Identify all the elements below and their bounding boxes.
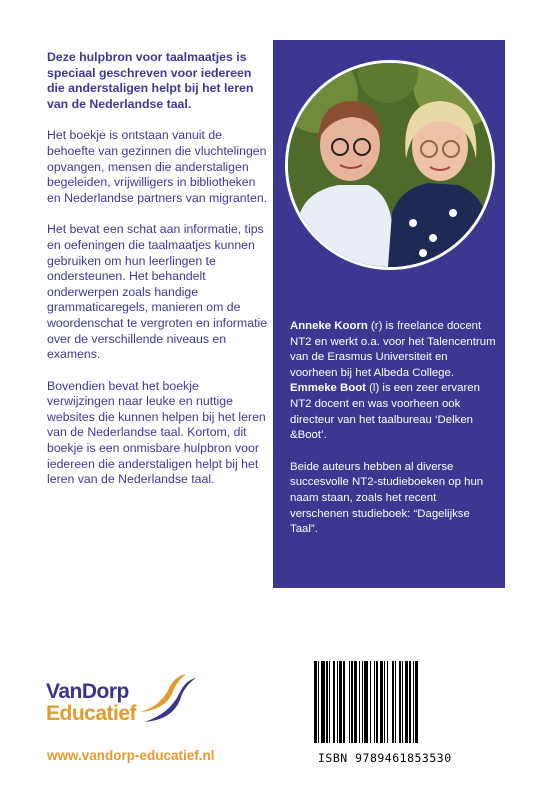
author2-name: Emmeke Boot (290, 382, 366, 395)
publisher-url[interactable]: www.vandorp-educatief.nl (47, 748, 215, 763)
barcode-bars-icon (308, 657, 494, 747)
origin-paragraph: Het boekje is ontstaan vanuit de behoefte van gezinnen die vluchtelingen opvangen, mensen die anderstaligen begeleiden, vrijwilligers in bibliotheken en Nederlandse partners van migranten. (47, 128, 268, 205)
isbn-number: ISBN 9789461853530 (318, 751, 452, 765)
publisher-logo (40, 672, 220, 732)
logo-swoosh-icon (140, 672, 200, 728)
author1-name: Anneke Koorn (290, 320, 368, 332)
authors-joint-text: Beide auteurs hebben al diverse succesvolle NT2-studieboeken op hun naam staan, zoals het recent verschenen studieboek: “Dagelijkse Taal”. (290, 460, 484, 536)
logo-vandorp: VanDorp (46, 680, 129, 703)
logo-educatief: Educatief (46, 702, 137, 725)
author1-bio: Anneke Koorn (r) is freelance docent NT2 en werkt o.a. voor het Talencentrum van de Erasmus Universiteit en voorheen bij het Albeda College. (290, 320, 496, 379)
closing-paragraph: Bovendien bevat het boekje verwijzingen naar leuke en nuttige websites die kunnen helpen bij het leren van de Nederlandse taal. Kortom, dit boekje is een onmisbare hulpbron voor iedereen die anderstaligen helpt bij het leren van de Nederlandse taal. (47, 378, 266, 487)
content-paragraph: Het bevat een schat aan informatie, tips en oefeningen die taalmaatjes kunnen gebruiken om hun leerlingen te ondersteunen. Het behandelt onderwerpen zoals handige grammaticaregels, manieren om de woordenschat te vergroten en informatie over de verschillende niveaus en examens. (47, 222, 268, 362)
back-cover-blurb (47, 50, 269, 504)
lead-paragraph: Deze hulpbron voor taalmaatjes is speciaal geschreven voor iedereen die anderstaligen helpt bij het leren van de Nederlandse taal. (47, 50, 254, 111)
author-bios (290, 319, 498, 538)
author2-bio: Emmeke Boot (l) is een zeer ervaren NT2 docent en was voorheen ook directeur van het taalbureau ‘Delken &Boot’. (290, 382, 480, 442)
authors-photo (285, 60, 495, 270)
barcode (308, 657, 494, 765)
author-panel (273, 40, 505, 588)
